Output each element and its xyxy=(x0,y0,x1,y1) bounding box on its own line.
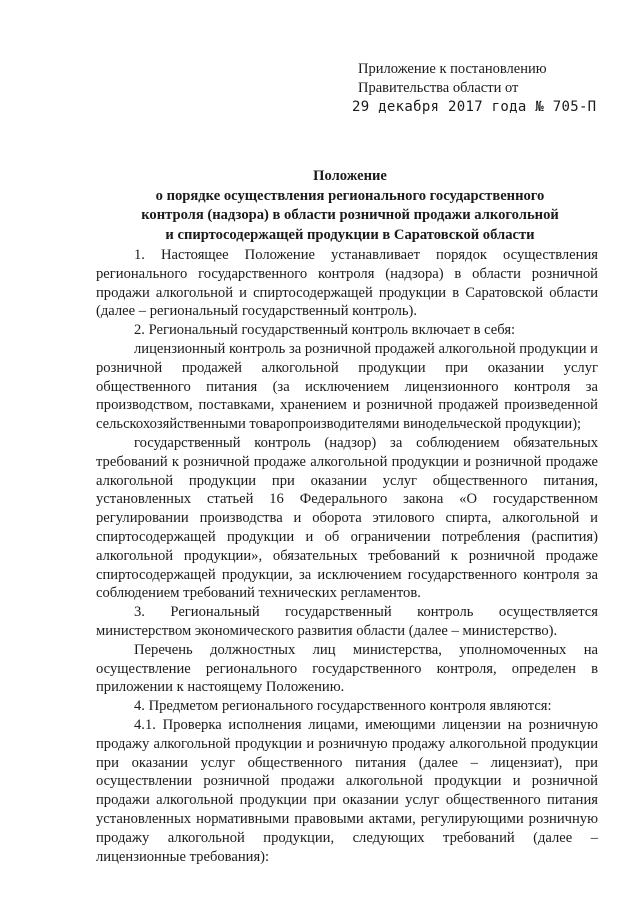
appendix-date-line: 29 декабря 2017 года № 705-П xyxy=(352,99,597,115)
paragraph-3: лицензионный контроль за розничной продажей алкогольной продукции и розничной продажей алкогольной продукции при оказании услуг общественного питания (за исключением лицензионного контроля за производством, поставками, хранением и розничной продажей произведенной сельскохозяйственными товаропроизводителями винодельческой продукции); xyxy=(96,340,598,433)
paragraph-1: 1. Настоящее Положение устанавливает порядок осуществления регионального государственного контроля (надзора) в области розничной продажи алкогольной и спиртосодержащей продукции в Саратовской области (далее – региональный государственный контроль). xyxy=(96,247,598,320)
appendix-line-1: Приложение к постановлению xyxy=(358,61,547,77)
paragraph-7: 4. Предметом регионального государственного контроля являются: xyxy=(134,698,552,715)
paragraph-2: 2. Региональный государственный контроль включает в себя: xyxy=(134,322,516,339)
appendix-line-2: Правительства области от xyxy=(358,80,519,96)
title-line-3: контроля (надзора) в области розничной продажи алкогольной xyxy=(141,207,559,223)
title-line-4: и спиртосодержащей продукции в Саратовской области xyxy=(165,226,535,243)
document-title xyxy=(100,167,600,245)
paragraph-6: Перечень должностных лиц министерства, уполномоченных на осуществление регионального государственного контроля, определен в приложении к настоящему Положению. xyxy=(96,641,598,696)
document-body xyxy=(96,246,598,866)
title-line-2: о порядке осуществления регионального государственного xyxy=(155,187,545,204)
paragraph-5: 3. Региональный государственный контроль осуществляется министерством экономического развития области (далее – министерство). xyxy=(96,604,598,639)
paragraph-8: 4.1. Проверка исполнения лицами, имеющими лицензии на розничную продажу алкогольной продукции и розничную продажу алкогольной продукции при оказании услуг общественного питания (далее – лицензиат), при осуществлении розничной продажи алкогольной продукции и розничной продажи алкогольной продукции при оказании услуг общественного питания установленных нормативными правовыми актами, регулирующими розничную продажу алкогольной продукции, следующих требований (далее – лицензионные требования): xyxy=(96,716,598,865)
title-line-1: Положение xyxy=(313,168,387,184)
appendix-reference xyxy=(352,60,618,117)
paragraph-4: государственный контроль (надзор) за соблюдением обязательных требований к розничной продаже алкогольной продукции и розничной продаже алкогольной продукции при оказании услуг общественного питания, установленных статьей 16 Федерального закона «О государственном регулировании производства и оборота этилового спирта, алкогольной и спиртосодержащей продукции и об ограничении потребления (распития) алкогольной продукции», обязательных требований к розничной продаже спиртосодержащей продукции, за исключением государственного контроля за соблюдением требований технических регламентов. xyxy=(96,434,598,602)
